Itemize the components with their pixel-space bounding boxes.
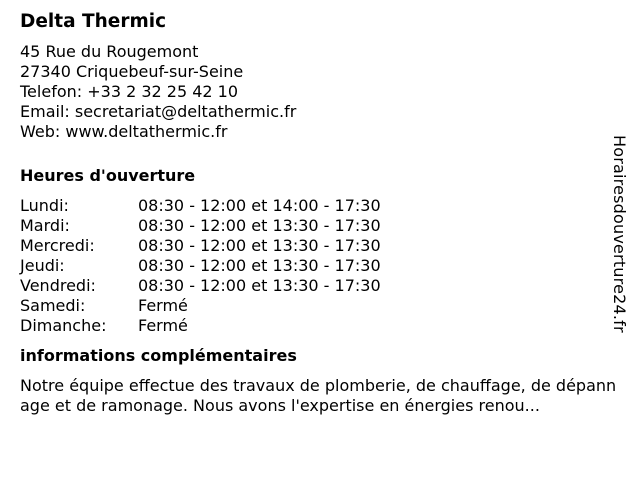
hours-time: 08:30 - 12:00 et 13:30 - 17:30 (138, 276, 381, 295)
hours-row-samedi (20, 296, 620, 316)
hours-day: Samedi: (20, 296, 86, 315)
info-description: Notre équipe effectue des travaux de plomberie, de chauffage, de dépannage et de ramonage. Nous avons l'expertise en énergies renou... (20, 376, 617, 415)
hours-row-lundi (20, 196, 620, 216)
hours-time: 08:30 - 12:00 et 13:30 - 17:30 (138, 256, 381, 275)
hours-row-dimanche (20, 316, 620, 336)
info-heading: informations complémentaires (20, 346, 297, 365)
hours-row-vendredi (20, 276, 620, 296)
hours-day: Jeudi: (20, 256, 65, 275)
hours-time: Fermé (138, 316, 188, 335)
hours-day: Lundi: (20, 196, 69, 215)
hours-day: Mercredi: (20, 236, 95, 255)
hours-day: Dimanche: (20, 316, 107, 335)
address-line-1: 45 Rue du Rougemont (20, 42, 199, 61)
hours-day: Mardi: (20, 216, 70, 235)
hours-row-jeudi (20, 256, 620, 276)
hours-heading: Heures d'ouverture (20, 166, 196, 185)
hours-time: 08:30 - 12:00 et 13:30 - 17:30 (138, 216, 381, 235)
hours-row-mardi (20, 216, 620, 236)
watermark: Horairesdouverture24.fr (610, 135, 629, 333)
hours-time: 08:30 - 12:00 et 13:30 - 17:30 (138, 236, 381, 255)
email-line: Email: secretariat@deltathermic.fr (20, 102, 297, 121)
hours-time: Fermé (138, 296, 188, 315)
web-line: Web: www.deltathermic.fr (20, 122, 228, 141)
hours-table (20, 196, 620, 336)
business-name: Delta Thermic (20, 11, 167, 32)
hours-row-mercredi (20, 236, 620, 256)
hours-day: Vendredi: (20, 276, 96, 295)
phone-line: Telefon: +33 2 32 25 42 10 (20, 82, 239, 101)
hours-time: 08:30 - 12:00 et 14:00 - 17:30 (138, 196, 381, 215)
address-line-2: 27340 Criquebeuf-sur-Seine (20, 62, 244, 81)
business-card (20, 10, 620, 416)
